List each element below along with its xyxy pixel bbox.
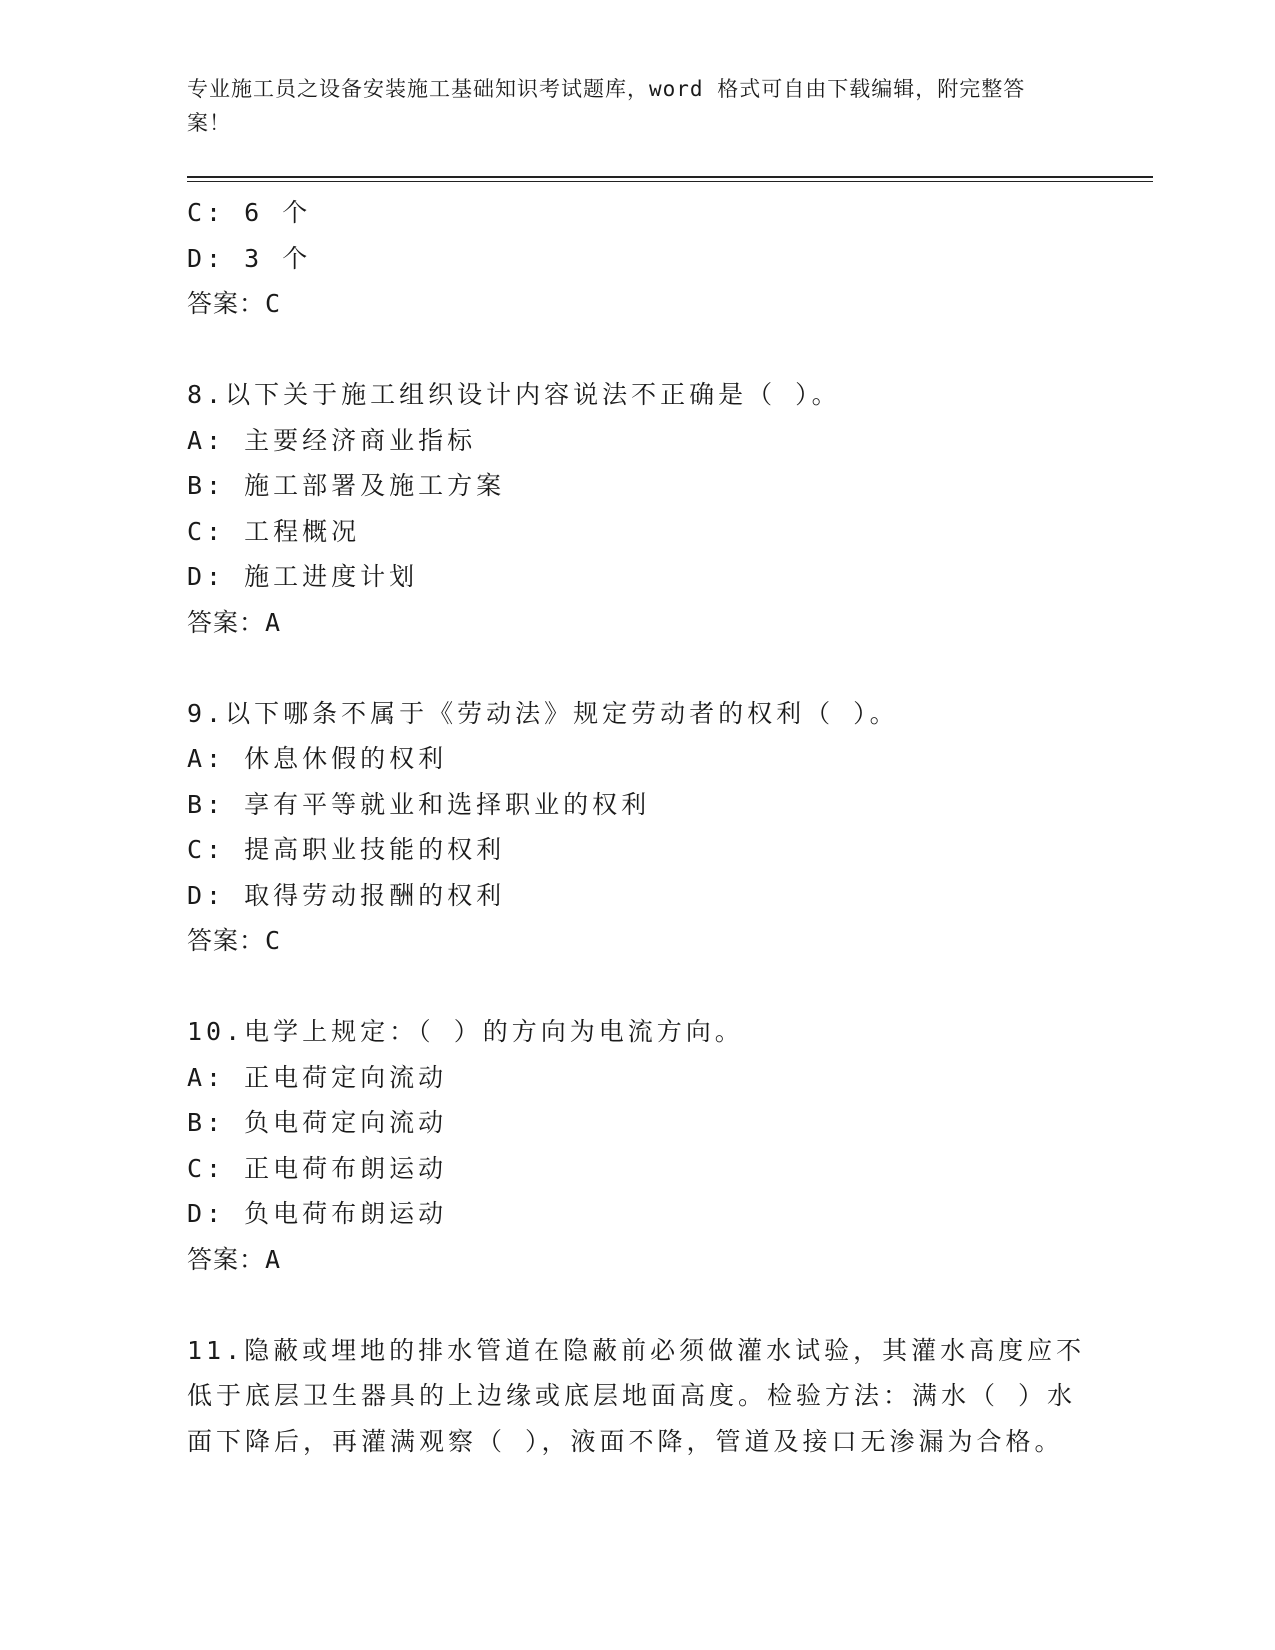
question-text: 10.电学上规定：（ ）的方向为电流方向。 — [187, 1017, 744, 1046]
question-9 — [187, 691, 1087, 964]
option-a: A: 正电荷定向流动 — [187, 1062, 448, 1092]
answer-line: 答案：C — [187, 926, 282, 955]
spacer — [187, 645, 1087, 691]
question-11 — [187, 1328, 1087, 1465]
question-text: 8.以下关于施工组织设计内容说法不正确是（ ）。 — [187, 380, 841, 409]
spacer — [187, 1282, 1087, 1328]
spacer — [187, 964, 1087, 1010]
answer-line: 答案：C — [187, 289, 282, 318]
answer-line: 答案：A — [187, 1244, 282, 1274]
option-d: D: 取得劳动报酬的权利 — [187, 880, 506, 910]
option-d: D: 3 个 — [187, 243, 312, 273]
spacer — [187, 327, 1087, 373]
option-b: B: 负电荷定向流动 — [187, 1108, 448, 1137]
option-d: D: 负电荷布朗运动 — [187, 1199, 448, 1228]
option-b: B: 享有平等就业和选择职业的权利 — [187, 789, 651, 819]
option-a: A: 主要经济商业指标 — [187, 425, 477, 455]
question-text: 11.隐蔽或埋地的排水管道在隐蔽前必须做灌水试验，其灌水高度应不低于底层卫生器具的上边缘或底层地面高度。检验方法：满水（ ）水面下降后，再灌满观察（ ），液面不降，管道及接口无渗漏为合格。 — [187, 1335, 1086, 1456]
option-a: A: 休息休假的权利 — [187, 744, 448, 773]
question-list — [187, 190, 1087, 1464]
question-8 — [187, 372, 1087, 645]
option-c: C: 提高职业技能的权利 — [187, 835, 506, 864]
question-text: 9.以下哪条不属于《劳动法》规定劳动者的权利（ ）。 — [187, 698, 899, 728]
option-b: B: 施工部署及施工方案 — [187, 471, 506, 500]
question-10 — [187, 1009, 1087, 1282]
header-divider-thick — [187, 176, 1153, 178]
question-7-tail — [187, 190, 1087, 327]
document-header: 专业施工员之设备安装施工基础知识考试题库，word 格式可自由下载编辑，附完整答案！ — [187, 77, 1026, 135]
option-c: C: 工程概况 — [187, 516, 361, 546]
option-d: D: 施工进度计划 — [187, 562, 419, 591]
option-c: C: 6 个 — [187, 198, 312, 227]
answer-line: 答案：A — [187, 607, 282, 637]
header-divider-thin — [187, 181, 1153, 182]
option-c: C: 正电荷布朗运动 — [187, 1153, 448, 1183]
